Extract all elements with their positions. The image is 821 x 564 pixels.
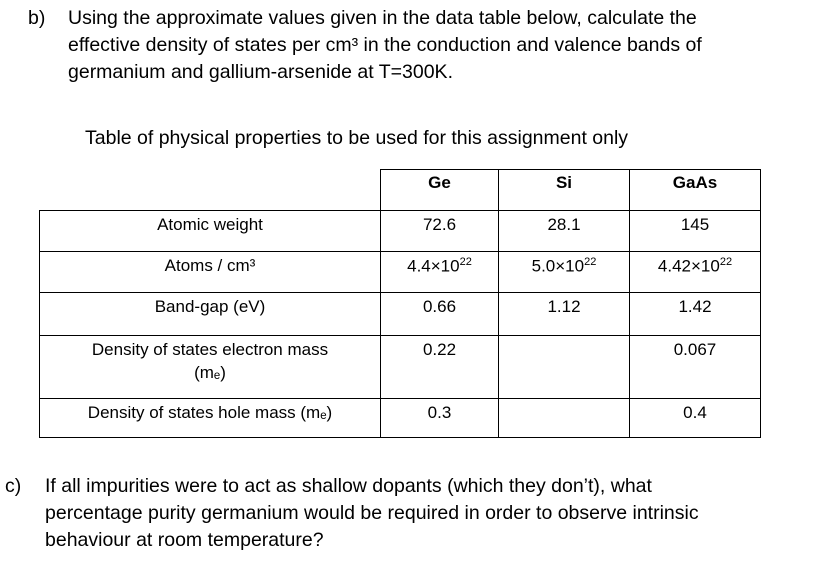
- cell-ge: 0.66: [381, 293, 499, 336]
- cell-si: $5.0\times 10^{22}$: [499, 252, 630, 293]
- question-c-label: c): [5, 475, 22, 497]
- cell-gaas: $4.42\times 10^{22}$: [630, 252, 761, 293]
- question-c-line: behaviour at room temperature?: [45, 529, 324, 551]
- cell-ge: 72.6: [381, 211, 499, 252]
- table-row: [40, 252, 761, 293]
- question-b-line: effective density of states per cm³ in the conduction and valence bands of: [68, 34, 702, 56]
- question-c-text: [45, 473, 699, 554]
- row-label: Atomic weight: [40, 211, 381, 252]
- question-c-line: percentage purity germanium would be required in order to observe intrinsic: [45, 502, 699, 524]
- cell-gaas: 0.4: [630, 399, 761, 438]
- cell-si: [499, 399, 630, 438]
- header-ge: Ge: [381, 170, 499, 211]
- cell-si: [499, 336, 630, 399]
- cell-gaas: 1.42: [630, 293, 761, 336]
- cell-gaas: 145: [630, 211, 761, 252]
- table-header-row: [40, 170, 761, 211]
- header-gaas: GaAs: [630, 170, 761, 211]
- cell-si: 28.1: [499, 211, 630, 252]
- table-row: [40, 336, 761, 399]
- question-b-line: germanium and gallium-arsenide at T=300K.: [68, 61, 453, 83]
- question-b-text: [68, 5, 702, 86]
- row-label: Density of states hole mass (mₑ): [40, 399, 381, 438]
- row-label: Band-gap (eV): [40, 293, 381, 336]
- row-label: Atoms / cm³: [40, 252, 381, 293]
- cell-ge: $4.4\times 10^{22}$: [381, 252, 499, 293]
- properties-table: [39, 169, 761, 438]
- question-b-line: Using the approximate values given in the data table below, calculate the: [68, 7, 697, 29]
- row-label: Density of states electron mass (mₑ): [40, 336, 381, 399]
- table-row: [40, 211, 761, 252]
- cell-ge: 0.3: [381, 399, 499, 438]
- header-si: Si: [499, 170, 630, 211]
- cell-si: 1.12: [499, 293, 630, 336]
- cell-gaas: 0.067: [630, 336, 761, 399]
- question-b-label: b): [28, 7, 46, 29]
- question-c-line: If all impurities were to act as shallow dopants (which they don’t), what: [45, 475, 652, 497]
- table-row: [40, 293, 761, 336]
- cell-ge: 0.22: [381, 336, 499, 399]
- table-caption: Table of physical properties to be used for this assignment only: [85, 127, 629, 149]
- table-row: [40, 399, 761, 438]
- header-blank: [40, 170, 381, 211]
